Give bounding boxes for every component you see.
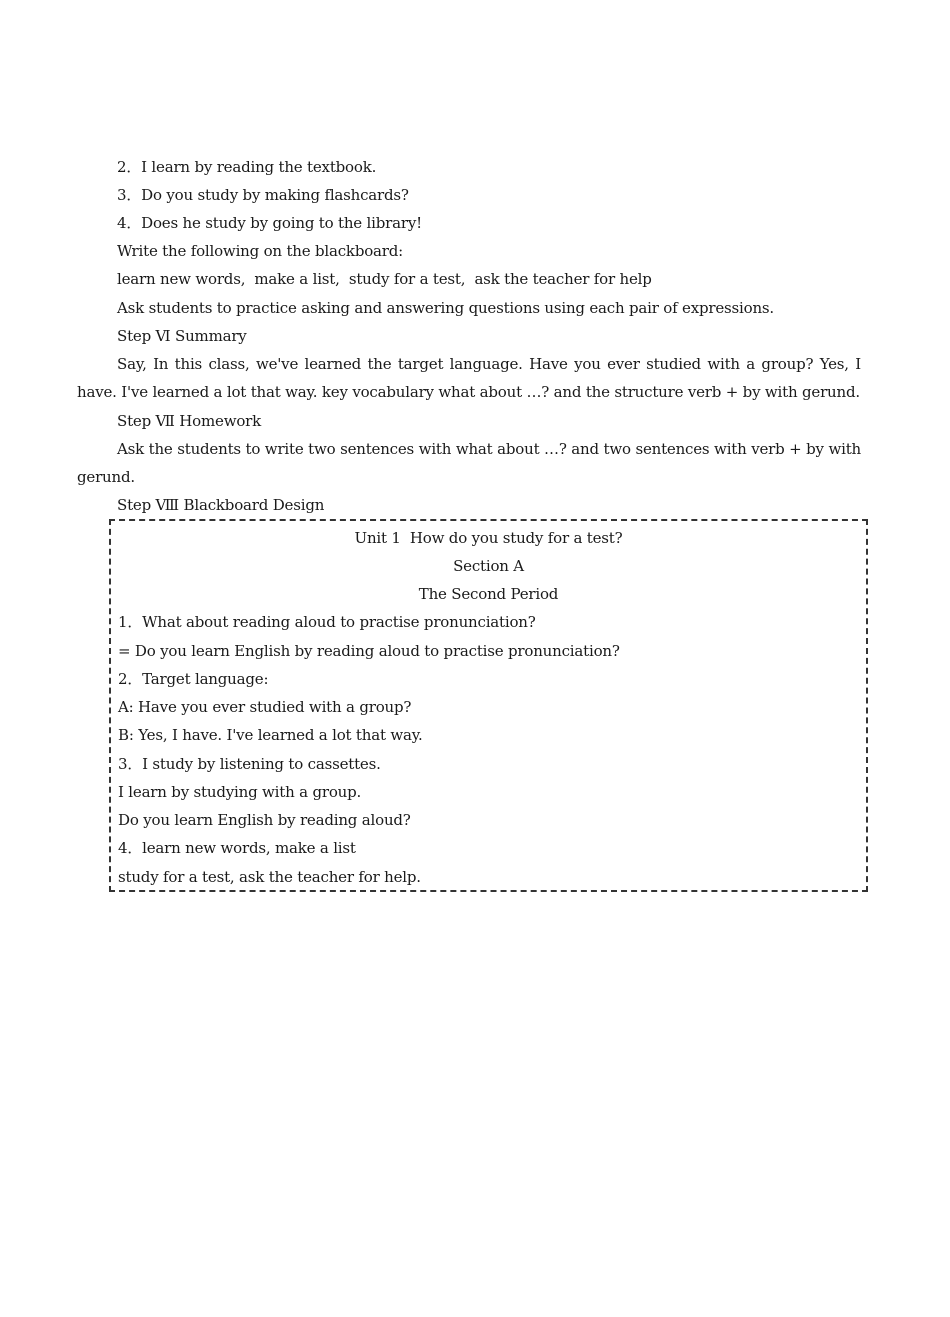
board-title: Unit 1 How do you study for a test? bbox=[354, 529, 623, 547]
text-line: learn new words, make a list, study for a test, ask the teacher for help bbox=[117, 270, 652, 288]
text-line: Write the following on the blackboard: bbox=[117, 242, 404, 260]
board-line: I learn by studying with a group. bbox=[118, 783, 362, 801]
board-period: The Second Period bbox=[418, 585, 559, 603]
board-line: study for a test, ask the teacher for help. bbox=[118, 868, 421, 886]
step-heading: Step Ⅷ Blackboard Design bbox=[117, 496, 325, 514]
text-line: 2．I learn by reading the textbook. bbox=[117, 158, 377, 176]
homework-paragraph: Ask the students to write two sentences with what about …? and two sentences with verb + by with gerund. bbox=[77, 440, 861, 486]
board-line: = Do you learn English by reading aloud to practise pronunciation? bbox=[118, 642, 620, 660]
step-heading: Step Ⅶ Homework bbox=[117, 412, 262, 430]
board-line: A: Have you ever studied with a group? bbox=[118, 698, 412, 716]
blackboard-design-box bbox=[109, 519, 868, 892]
text-line: 3．Do you study by making flashcards? bbox=[117, 186, 409, 204]
text-line: 4．Does he study by going to the library! bbox=[117, 214, 422, 232]
board-line: 4．learn new words, make a list bbox=[118, 839, 356, 857]
summary-paragraph: Say, In this class, we've learned the target language. Have you ever studied with a group? Yes, I have. I've learned a lot that way. key vocabulary what about …? and the structure verb + by with gerund. bbox=[77, 355, 861, 401]
board-line: B: Yes, I have. I've learned a lot that way. bbox=[118, 726, 423, 744]
step-heading: Step Ⅵ Summary bbox=[117, 327, 247, 345]
board-line: 1．What about reading aloud to practise pronunciation? bbox=[118, 613, 536, 631]
text-line: Ask students to practice asking and answering questions using each pair of expressions. bbox=[117, 299, 774, 317]
board-line: 3．I study by listening to cassettes. bbox=[118, 755, 381, 773]
board-line: Do you learn English by reading aloud? bbox=[118, 811, 411, 829]
board-section: Section A bbox=[453, 557, 524, 575]
board-line: 2．Target language: bbox=[118, 670, 269, 688]
